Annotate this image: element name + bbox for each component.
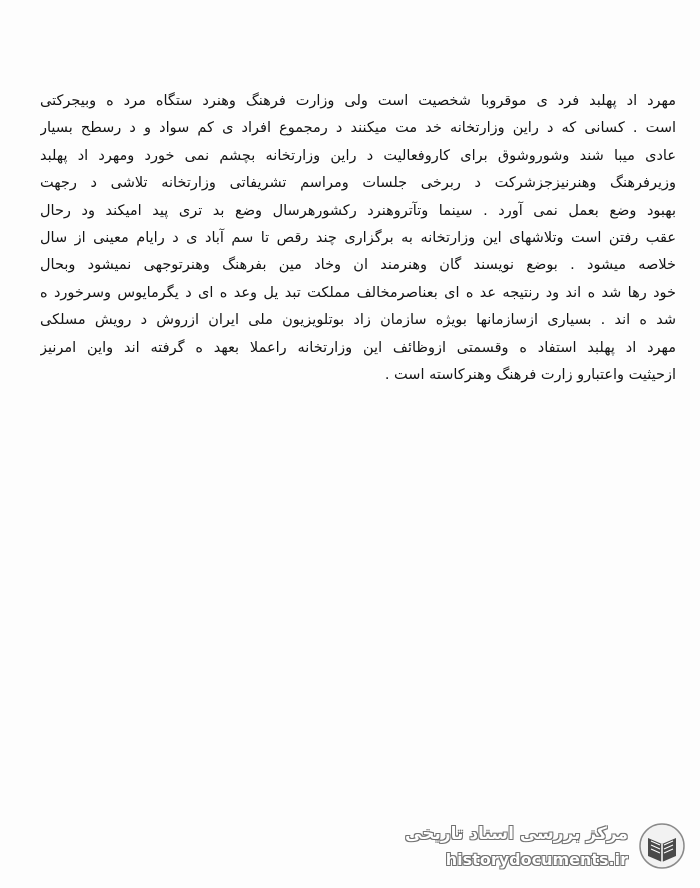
watermark-footer	[396, 820, 686, 878]
text-line-9: شد ه اند . بسیاری ازسازمانها بویژه سازمان زاد بوتلویزیون ملی ایران ازروش د رویش مسلکی	[40, 312, 676, 329]
text-line-7: خلاصه میشود . بوضع نویسند گان وهنرمند ان وخاد مین بفرهنگ وهنرتوجهی نمیشود وبحال	[40, 257, 676, 274]
archive-title: مرکز بررسی اسناد تاریخی	[405, 824, 628, 844]
text-line-10: مهرد اد پهلبد استفاد ه وقسمتی ازوظائف این وزارتخانه راعملا بعهد ه گرفته اند واین امرنیز	[40, 339, 676, 356]
text-line-3: عادی میبا شند وشوروشوق برای کاروفعالیت د راین وزارتخانه بچشم نمی خورد ومهرد اد پهلبد	[40, 147, 676, 164]
text-line-4: وزیرفرهنگ وهنرنیزجزشرکت د ربرخی جلسات ومراسم تشریفاتی وزارتخانه تلاشی د رجهت	[40, 175, 676, 192]
text-line-1: مهرد اد پهلبد فرد ی موقروبا شخصیت است ولی وزارت فرهنگ وهنرد ستگاه مرد ه وبیجرکتی	[40, 93, 676, 109]
text-line-6: عقب رفتن است وتلاشهای این وزارتخانه به برگزاری چند رقص تا سم آباد ی د رایام معینی از سال	[40, 230, 676, 247]
text-line-5: بهبود وضع بعمل نمی آورد . سینما وتآتروهنرد رکشورهرسال وضع بد تری پید امیکند ود رحال	[40, 202, 676, 219]
book-icon	[638, 822, 686, 870]
text-line-2: است . کسانی که د راین وزارتخانه خد مت میکنند د رمجموع افراد ی کم سواد و د رسطح بسیار	[40, 120, 676, 137]
archive-url: historydocuments.ir	[445, 850, 628, 869]
text-line-8: خود رها شد ه اند ود رنتیجه عد ه ای بعناصرمخالف مملکت تبد یل وعد ه ای د یگرمایوس وسرخورد ه	[40, 284, 676, 301]
document-text	[40, 88, 676, 389]
text-line-11: ازحیثیت واعتبارو زارت فرهنگ وهنرکاسته است .	[384, 367, 676, 384]
